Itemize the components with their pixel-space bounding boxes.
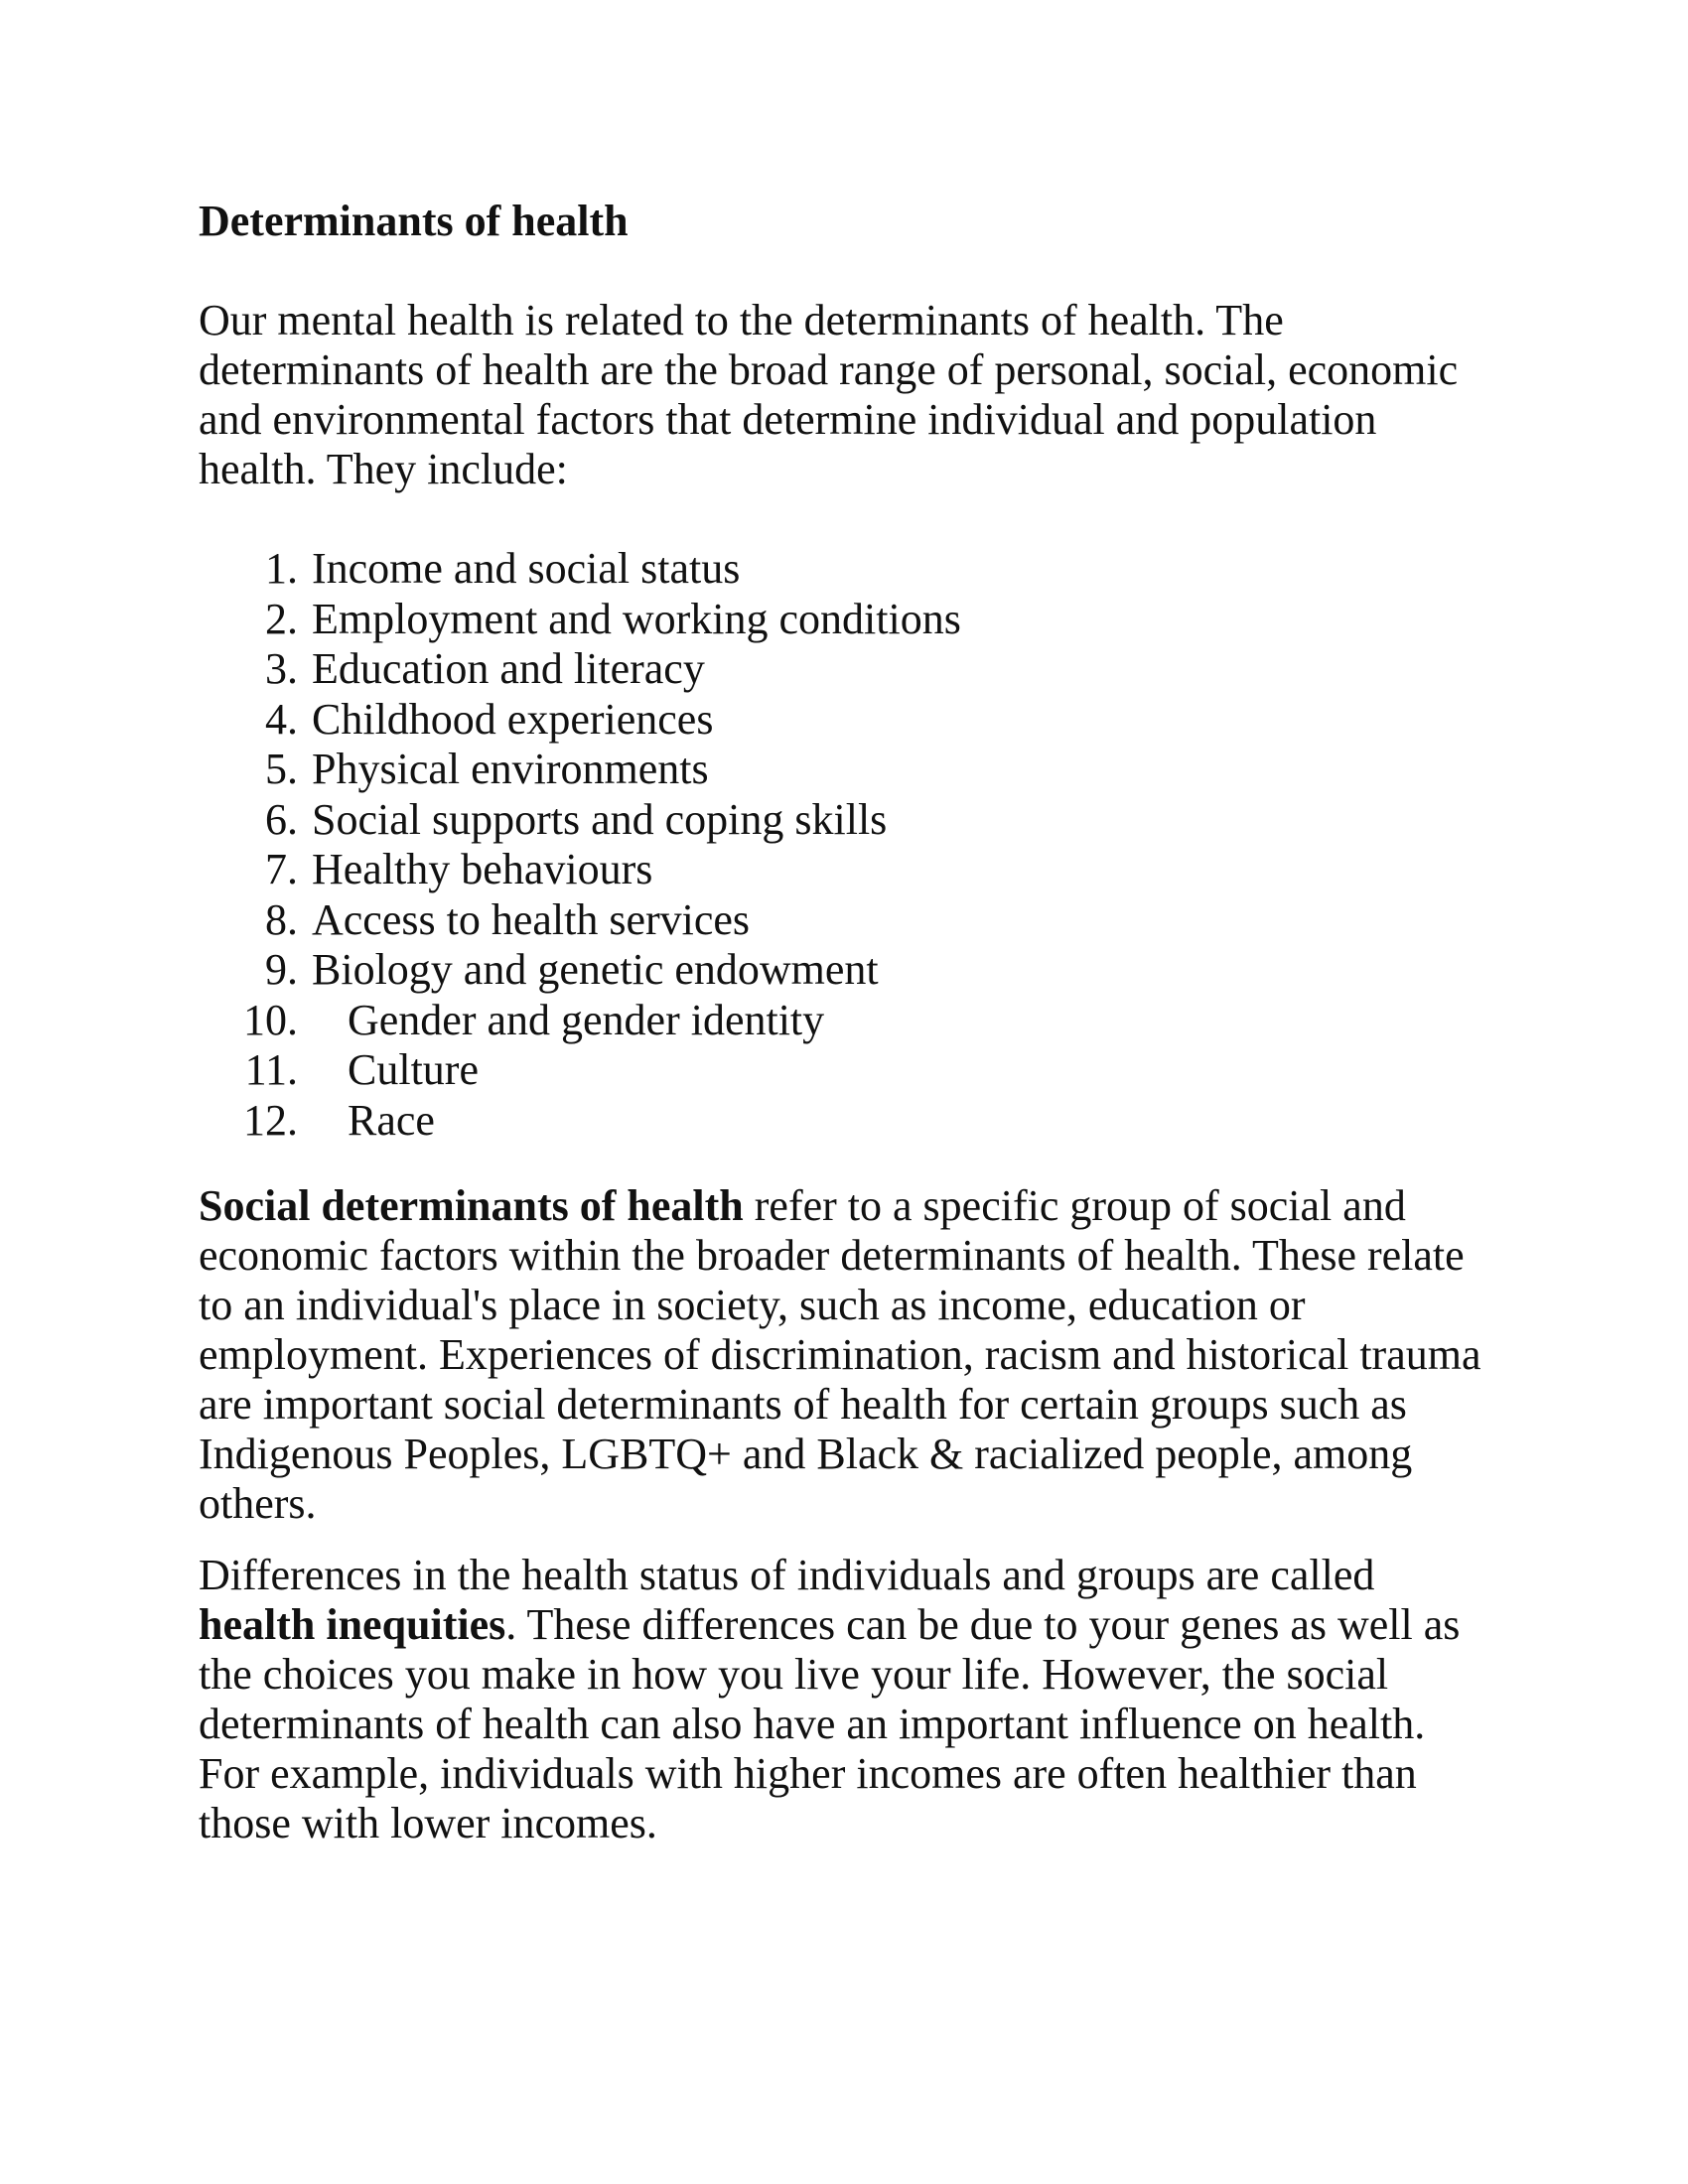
health-inequities-paragraph: [199, 1551, 1489, 1848]
list-item-number: 2.: [265, 594, 298, 643]
list-item: [199, 1045, 1509, 1096]
social-determinants-text: refer to a specific group of social and economic factors within the broader determinants of health. These relate to an individual's place in society, such as income, education or employment. Experiences of discrimination, racism and historical trauma are important social determinants of health for certain groups such as Indigenous Peoples, LGBTQ+ and Black & racialized people, among others.: [199, 1181, 1481, 1528]
list-item: [199, 895, 1509, 946]
list-item-text: Childhood experiences: [312, 694, 714, 744]
list-item: [199, 595, 1509, 645]
health-inequities-text: . These differences can be due to your genes as well as the choices you make in how you live your life. However, the social determinants of health can also have an important influence on health. For example, individuals with higher incomes are often healthier than those with lower incomes.: [199, 1600, 1461, 1847]
list-item: [199, 996, 1509, 1046]
list-item-number: 4.: [265, 694, 298, 744]
list-item-number: 12.: [243, 1095, 298, 1145]
list-item: [199, 695, 1509, 746]
list-item-text: Education and literacy: [312, 644, 705, 693]
list-item-number: 11.: [244, 1045, 298, 1094]
list-item: [199, 795, 1509, 846]
list-item-number: 6.: [265, 794, 298, 844]
list-item-number: 10.: [243, 995, 298, 1044]
social-determinants-paragraph: [199, 1181, 1489, 1529]
list-item-number: 5.: [265, 745, 298, 793]
list-item-text: Race: [348, 1095, 435, 1145]
intro-paragraph: Our mental health is related to the determinants of health. The determinants of health are the broad range of personal, social, economic and environmental factors that determine individual and population health. They include:: [199, 296, 1459, 493]
document-page: [199, 197, 1509, 1848]
list-item: [199, 1096, 1509, 1147]
list-item-number: 9.: [265, 945, 298, 994]
list-item-text: Physical environments: [312, 745, 709, 793]
determinants-list: [199, 544, 1509, 1146]
list-item-text: Employment and working conditions: [312, 594, 961, 643]
list-item-number: 7.: [265, 845, 298, 893]
list-item: [199, 544, 1509, 595]
list-item-number: 3.: [265, 644, 298, 693]
health-inequities-lead: Differences in the health status of individuals and groups are called: [199, 1551, 1375, 1599]
list-item-text: Income and social status: [312, 544, 741, 593]
list-item-number: 1.: [265, 544, 298, 593]
social-determinants-term: Social determinants of health: [199, 1181, 744, 1230]
list-item-text: Biology and genetic endowment: [312, 945, 879, 994]
list-item-text: Gender and gender identity: [348, 995, 825, 1044]
list-item-text: Access to health services: [312, 894, 751, 944]
list-item: [199, 745, 1509, 795]
list-item-text: Healthy behaviours: [312, 845, 653, 893]
list-item: [199, 945, 1509, 996]
list-item-text: Social supports and coping skills: [312, 794, 888, 844]
health-inequities-term: health inequities: [199, 1600, 506, 1649]
list-item-text: Culture: [348, 1045, 479, 1094]
list-item: [199, 845, 1509, 895]
list-item: [199, 644, 1509, 695]
list-item-number: 8.: [265, 894, 298, 944]
document-title: Determinants of health: [199, 197, 629, 245]
